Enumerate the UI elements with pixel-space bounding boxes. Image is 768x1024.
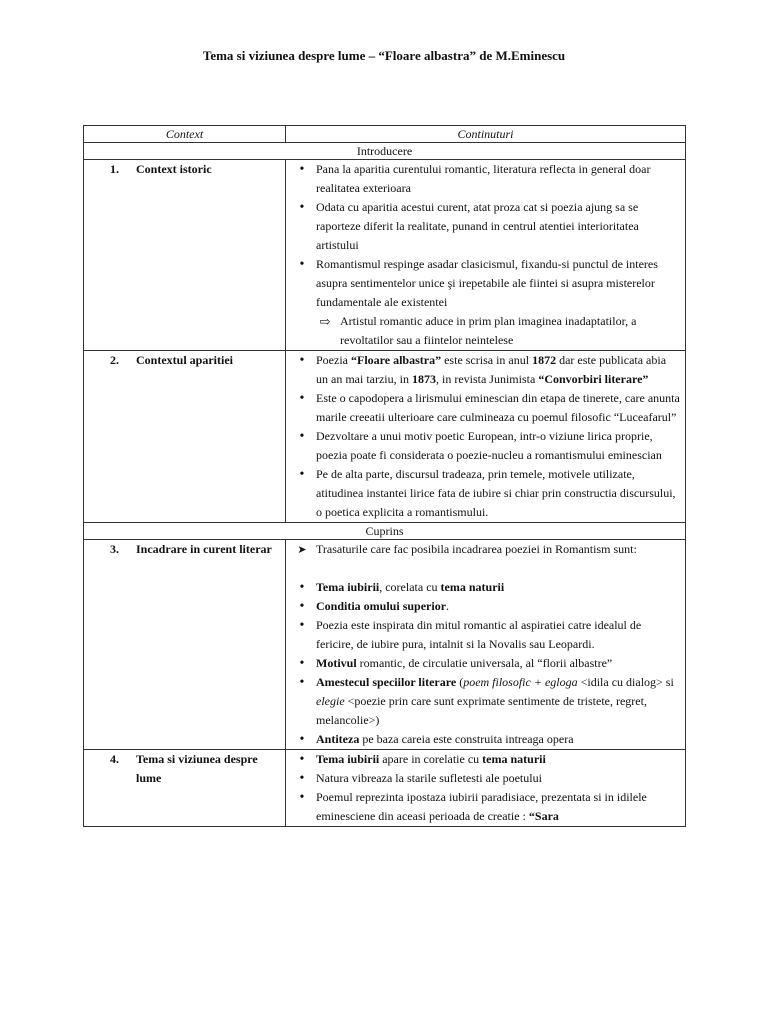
- context-label: Contextul aparitiei: [136, 353, 233, 367]
- item-text-bold: 1873: [411, 372, 436, 386]
- item-text: Pe de alta parte, discursul tradeaza, prin temele, motivele utilizate, atitudinea instantei lirice fata de iubire si chiar prin constructia discursului, o poetica explicita a romantismului.: [316, 467, 676, 519]
- table-row: [84, 540, 686, 750]
- item-text: Trasaturile care fac posibila incadrarea poeziei in Romantism sunt:: [316, 542, 637, 556]
- bullet-icon: [295, 616, 309, 635]
- list-item: [316, 769, 681, 788]
- item-text: romantic, de circulatie universala, al “florii albastre”: [356, 656, 613, 670]
- item-text: dar este publicata abia un an mai tarziu, in: [316, 353, 667, 386]
- item-text-bold: 1872: [532, 353, 557, 367]
- bullet-icon: [295, 255, 309, 274]
- content-cell: [286, 540, 686, 750]
- list-item: [316, 673, 681, 730]
- context-label: Context istoric: [136, 162, 212, 176]
- item-text-italic: poem filosofic + egloga: [463, 675, 578, 689]
- list-item: [316, 730, 681, 749]
- section-introducere: Introducere: [84, 143, 686, 160]
- item-text: apare in corelatie cu: [379, 752, 483, 766]
- list-item: [316, 198, 681, 255]
- header-continuturi: Continuturi: [286, 126, 686, 143]
- item-text: Artistul romantic aduce in prim plan imaginea inadaptatilor, a revoltatilor sau a fiintelor neintelese: [340, 314, 637, 347]
- item-text-bold: “Floare albastra”: [351, 353, 442, 367]
- spacer: [316, 559, 681, 578]
- list-item: [316, 578, 681, 597]
- bullet-icon: [295, 389, 309, 408]
- item-text: , corelata cu: [379, 580, 441, 594]
- list-item: [316, 351, 681, 389]
- item-text: Pana la aparitia curentului romantic, literatura reflecta in general doar realitatea exterioara: [316, 162, 651, 195]
- context-cell: [84, 160, 286, 351]
- item-text: Poezia: [316, 353, 351, 367]
- item-text: .: [446, 599, 450, 613]
- item-text: Romantismul respinge asadar clasicismul, fixandu-si punctul de interes asupra sentimentelor unice şi irepetabile ale fiintei si asupra misterelor fundamentale ale existentei: [316, 257, 658, 309]
- item-text: Este o capodopera a lirismului eminescian din etapa de tinerete, care anunta marile creeatii ulterioare care culmineaza cu poemul filosofic “Luceafarul”: [316, 391, 680, 424]
- item-text-bold: Tema iubirii: [316, 580, 380, 594]
- row-number: 2.: [110, 353, 119, 367]
- bullet-icon: [295, 654, 309, 673]
- list-item: [316, 540, 681, 559]
- context-cell: [84, 540, 286, 750]
- row-number: 4.: [110, 752, 119, 766]
- bullet-icon: [295, 769, 309, 788]
- item-text: Poemul reprezinta ipostaza iubirii paradisiace, prezentata si in idilele eminesciene din aceasi perioada de creatie :: [316, 790, 647, 823]
- content-cell: [286, 160, 686, 351]
- item-text-bold: Amestecul speciilor literare: [316, 675, 457, 689]
- section-row-body: [84, 523, 686, 540]
- item-text-bold: “Sara: [528, 809, 559, 823]
- row-number: 1.: [110, 162, 119, 176]
- table-row: [84, 750, 686, 827]
- list-item: [316, 312, 681, 350]
- table-header-row: [84, 126, 686, 143]
- bullet-icon: [295, 788, 309, 807]
- bullet-icon: [295, 750, 309, 769]
- item-text: , in revista Junimista: [435, 372, 539, 386]
- bullet-icon: [295, 673, 309, 692]
- row-number: 3.: [110, 542, 119, 556]
- context-label: Incadrare in curent literar: [136, 542, 272, 556]
- list-item: [316, 389, 681, 427]
- bullet-icon: [295, 198, 309, 217]
- item-text: Natura vibreaza la starile sufletesti ale poetului: [316, 771, 542, 785]
- header-context: Context: [84, 126, 286, 143]
- content-cell: [286, 351, 686, 523]
- item-text: <poezie prin care sunt exprimate sentimente de tristete, regret, melancolie>): [316, 694, 647, 727]
- list-item: [316, 255, 681, 312]
- list-item: [316, 427, 681, 465]
- list-item: [316, 616, 681, 654]
- item-text-bold: Motivul: [316, 656, 357, 670]
- item-text: este scrisa in anul: [441, 353, 533, 367]
- item-text-bold: Tema iubirii: [316, 752, 380, 766]
- context-cell: [84, 750, 286, 827]
- list-item: [316, 597, 681, 616]
- bullet-icon: [295, 578, 309, 597]
- section-row-intro: [84, 143, 686, 160]
- bullet-icon: [295, 465, 309, 484]
- item-text-bold: Conditia omului superior: [316, 599, 447, 613]
- item-text: Odata cu aparitia acestui curent, atat proza cat si poezia ajung sa se raporteze diferit la realitate, punand in centrul atentiei interioritatea artistului: [316, 200, 639, 252]
- item-text-bold: tema naturii: [482, 752, 546, 766]
- content-table: [83, 125, 686, 827]
- item-text-bold: Antiteza: [316, 732, 360, 746]
- bullet-icon: [295, 160, 309, 179]
- list-item: [316, 750, 681, 769]
- item-text-bold: “Convorbiri literare”: [538, 372, 649, 386]
- bullet-icon: [295, 351, 309, 370]
- bullet-icon: [295, 730, 309, 749]
- item-text: (: [456, 675, 464, 689]
- section-cuprins: Cuprins: [84, 523, 686, 540]
- item-text-italic: elegie: [316, 694, 345, 708]
- content-cell: [286, 750, 686, 827]
- context-label: Tema si viziunea despre lume: [136, 752, 258, 785]
- table-row: [84, 351, 686, 523]
- outline-arrow-icon: [318, 312, 332, 332]
- list-item: [316, 654, 681, 673]
- item-text: Dezvoltare a unui motiv poetic European, intr-o viziune lirica proprie, poezia poate fi considerata o poezie-nucleu a romantismului eminescian: [316, 429, 662, 462]
- list-item: [316, 788, 681, 826]
- item-text: Poezia este inspirata din mitul romantic al aspiratiei catre idealul de fericire, de iubire pura, intalnit si la Novalis sau Leopardi.: [316, 618, 642, 651]
- item-text: pe baza careia este construita intreaga opera: [359, 732, 574, 746]
- item-text-bold: tema naturii: [440, 580, 505, 594]
- arrow-icon: [295, 540, 309, 560]
- bullet-icon: [295, 597, 309, 616]
- list-item: [316, 160, 681, 198]
- bullet-icon: [295, 427, 309, 446]
- item-text: <idila cu dialog> si: [577, 675, 674, 689]
- page-title: Tema si viziunea despre lume – “Floare albastra” de M.Eminescu: [202, 48, 566, 63]
- list-item: [316, 465, 681, 522]
- context-cell: [84, 351, 286, 523]
- table-row: [84, 160, 686, 351]
